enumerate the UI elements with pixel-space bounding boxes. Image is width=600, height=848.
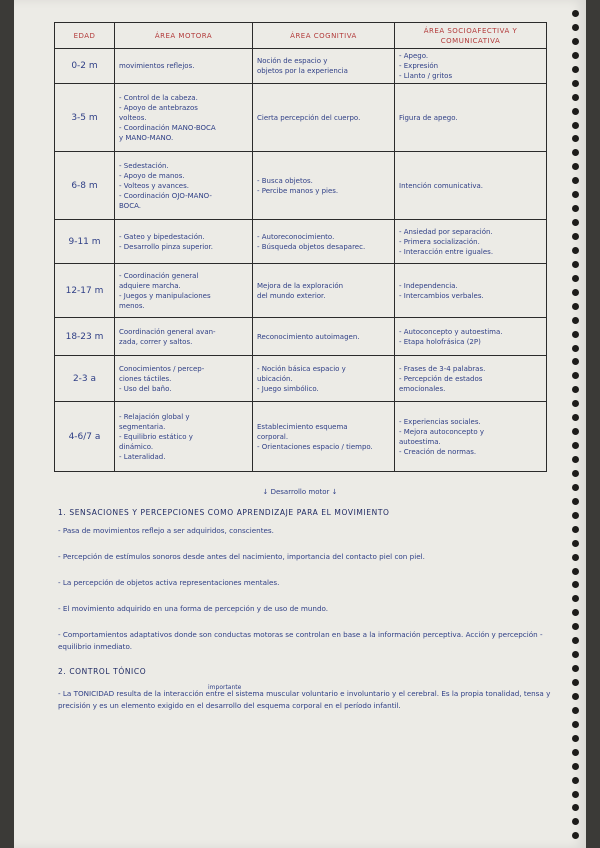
age-cell: 6-8 m xyxy=(55,152,115,220)
social-line: - Mejora autoconcepto y xyxy=(399,427,485,436)
motor-cell xyxy=(115,49,253,84)
cognitive-cell xyxy=(253,220,395,264)
motor-line: - Control de la cabeza. xyxy=(119,93,198,102)
binding-ring xyxy=(572,623,579,630)
binding-ring xyxy=(572,554,579,561)
binding-ring xyxy=(572,38,579,45)
cognitive-cell xyxy=(253,152,395,220)
table-row xyxy=(55,220,547,264)
cognitive-line: - Noción básica espacio y xyxy=(257,364,346,373)
development-table xyxy=(54,22,547,472)
header-cognitive: ÁREA COGNITIVA xyxy=(253,23,395,49)
motor-cell xyxy=(115,152,253,220)
cognitive-line: Establecimiento esquema xyxy=(257,422,348,431)
social-line: - Percepción de estados xyxy=(399,374,483,383)
binding-ring xyxy=(572,526,579,533)
age-cell: 4-6/7 a xyxy=(55,402,115,472)
binding-ring xyxy=(572,679,579,686)
section-1-items xyxy=(58,525,558,653)
binding-ring xyxy=(572,414,579,421)
binding-ring xyxy=(572,442,579,449)
social-line: emocionales. xyxy=(399,384,446,393)
motor-line: dinámico. xyxy=(119,442,154,451)
binding-ring xyxy=(572,233,579,240)
spiral-binding xyxy=(572,10,580,840)
binding-ring xyxy=(572,108,579,115)
motor-line: - Equilibrio estático y xyxy=(119,432,193,441)
motor-line: ciones táctiles. xyxy=(119,374,172,383)
motor-development-label: ↓ Desarrollo motor ↓ xyxy=(262,488,338,496)
age-cell: 3-5 m xyxy=(55,84,115,152)
binding-ring xyxy=(572,568,579,575)
social-cell xyxy=(395,356,547,402)
note-item: - Percepción de estímulos sonoros desde antes del nacimiento, importancia del contacto piel con piel. xyxy=(58,552,425,561)
motor-line: - Apoyo de manos. xyxy=(119,171,185,180)
binding-ring xyxy=(572,191,579,198)
social-line: - Apego. xyxy=(399,52,429,60)
binding-ring xyxy=(572,122,579,129)
motor-line: segmentaria. xyxy=(119,422,166,431)
binding-ring xyxy=(572,345,579,352)
binding-ring xyxy=(572,484,579,491)
cognitive-line: - Percibe manos y pies. xyxy=(257,186,339,195)
motor-line: - Sedestación. xyxy=(119,161,169,170)
social-line: - Interacción entre iguales. xyxy=(399,247,494,256)
binding-ring xyxy=(572,595,579,602)
cognitive-line: - Busca objetos. xyxy=(257,176,313,185)
header-age: EDAD xyxy=(55,23,115,49)
motor-cell xyxy=(115,264,253,318)
table-row xyxy=(55,318,547,356)
binding-ring xyxy=(572,358,579,365)
binding-ring xyxy=(572,205,579,212)
motor-cell xyxy=(115,402,253,472)
social-line: - Autoconcepto y autoestima. xyxy=(399,327,503,336)
social-line: - Primera socialización. xyxy=(399,237,480,246)
cognitive-line: ubicación. xyxy=(257,374,293,383)
cognitive-line: Reconocimiento autoimagen. xyxy=(257,332,360,341)
table-body xyxy=(55,49,547,472)
social-line: - Etapa holofrásica (2P) xyxy=(399,337,481,346)
social-line: Intención comunicativa. xyxy=(399,181,483,190)
motor-line: - Relajación global y xyxy=(119,412,190,421)
motor-line: - Coordinación general xyxy=(119,271,199,280)
note-item: - Comportamientos adaptativos donde son conductas motoras se controlan en base a la información perceptiva. Acción y percepción - equilibrio inmediato. xyxy=(58,630,543,651)
motor-cell xyxy=(115,84,253,152)
age-cell: 0-2 m xyxy=(55,49,115,84)
binding-ring xyxy=(572,94,579,101)
age-cell: 12-17 m xyxy=(55,264,115,318)
section-1-title: 1. SENSACIONES Y PERCEPCIONES COMO APRENDIZAJE PARA EL MOVIMIENTO xyxy=(58,508,390,517)
cognitive-line: Cierta percepción del cuerpo. xyxy=(257,113,361,122)
note-item: - La percepción de objetos activa representaciones mentales. xyxy=(58,578,280,587)
table-row xyxy=(55,152,547,220)
section-2-title: 2. CONTROL TÓNICO xyxy=(58,667,147,676)
motor-cell xyxy=(115,318,253,356)
motor-line: Conocimientos / percep- xyxy=(119,364,205,373)
binding-ring xyxy=(572,261,579,268)
cognitive-line: objetos por la experiencia xyxy=(257,67,348,75)
table-row xyxy=(55,356,547,402)
table-row xyxy=(55,402,547,472)
cognitive-cell xyxy=(253,356,395,402)
binding-ring xyxy=(572,289,579,296)
social-cell xyxy=(395,264,547,318)
motor-cell xyxy=(115,220,253,264)
binding-ring xyxy=(572,637,579,644)
motor-line: - Desarrollo pinza superior. xyxy=(119,242,213,251)
cognitive-line: - Orientaciones espacio / tiempo. xyxy=(257,442,373,451)
motor-line: - Uso del baño. xyxy=(119,384,172,393)
binding-ring xyxy=(572,177,579,184)
motor-line: BOCA. xyxy=(119,201,141,210)
motor-line: - Juegos y manipulaciones xyxy=(119,291,211,300)
social-cell xyxy=(395,49,547,84)
cognitive-line: - Juego simbólico. xyxy=(257,384,319,393)
table-row xyxy=(55,84,547,152)
binding-ring xyxy=(572,540,579,547)
binding-ring xyxy=(572,818,579,825)
binding-ring xyxy=(572,777,579,784)
social-line: Figura de apego. xyxy=(399,113,458,122)
binding-ring xyxy=(572,456,579,463)
social-line: - Frases de 3-4 palabras. xyxy=(399,364,486,373)
age-cell: 2-3 a xyxy=(55,356,115,402)
cognitive-cell xyxy=(253,318,395,356)
motor-line: menos. xyxy=(119,301,145,310)
binding-ring xyxy=(572,10,579,17)
binding-ring xyxy=(572,498,579,505)
cognitive-line: Mejora de la exploración xyxy=(257,281,344,290)
social-line: - Intercambios verbales. xyxy=(399,291,484,300)
notes-section xyxy=(58,508,558,726)
binding-ring xyxy=(572,665,579,672)
binding-ring xyxy=(572,219,579,226)
binding-ring xyxy=(572,372,579,379)
binding-ring xyxy=(572,24,579,31)
social-line: - Experiencias sociales. xyxy=(399,417,481,426)
motor-line: movimientos reflejos. xyxy=(119,62,195,70)
motor-line: Coordinación general avan- xyxy=(119,327,216,336)
binding-ring xyxy=(572,303,579,310)
cognitive-line: - Autoreconocimiento. xyxy=(257,232,335,241)
binding-ring xyxy=(572,247,579,254)
binding-ring xyxy=(572,707,579,714)
motor-cell xyxy=(115,356,253,402)
motor-line: - Coordinación OJO-MANO- xyxy=(119,191,212,200)
motor-line: - Lateralidad. xyxy=(119,452,166,461)
social-cell xyxy=(395,402,547,472)
binding-ring xyxy=(572,470,579,477)
motor-line: - Volteos y avances. xyxy=(119,181,189,190)
binding-ring xyxy=(572,651,579,658)
binding-ring xyxy=(572,791,579,798)
binding-ring xyxy=(572,275,579,282)
social-line: - Llanto / gritos xyxy=(399,72,453,80)
binding-ring xyxy=(572,721,579,728)
social-cell xyxy=(395,84,547,152)
social-line: - Ansiedad por separación. xyxy=(399,227,493,236)
social-line: - Expresión xyxy=(399,62,439,70)
age-cell: 18-23 m xyxy=(55,318,115,356)
binding-ring xyxy=(572,163,579,170)
motor-line: zada, correr y saltos. xyxy=(119,337,193,346)
binding-ring xyxy=(572,52,579,59)
binding-ring xyxy=(572,763,579,770)
motor-line: adquiere marcha. xyxy=(119,281,181,290)
binding-ring xyxy=(572,749,579,756)
table-row xyxy=(55,49,547,84)
binding-ring xyxy=(572,735,579,742)
binding-ring xyxy=(572,581,579,588)
motor-line: - Apoyo de antebrazos xyxy=(119,103,198,112)
notebook-page xyxy=(14,0,586,848)
binding-ring xyxy=(572,66,579,73)
binding-ring xyxy=(572,609,579,616)
binding-ring xyxy=(572,135,579,142)
binding-ring xyxy=(572,149,579,156)
binding-ring xyxy=(572,832,579,839)
cognitive-line: - Búsqueda objetos desaparec. xyxy=(257,242,366,251)
binding-ring xyxy=(572,804,579,811)
motor-line: volteos. xyxy=(119,113,147,122)
social-line: autoestima. xyxy=(399,437,441,446)
header-motor: ÁREA MOTORA xyxy=(115,23,253,49)
motor-line: y MANO-MANO. xyxy=(119,133,174,142)
social-cell xyxy=(395,152,547,220)
motor-line: - Coordinación MANO-BOCA xyxy=(119,123,216,132)
note-item: - El movimiento adquirido en una forma de percepción y de uso de mundo. xyxy=(58,604,329,613)
social-line: - Independencia. xyxy=(399,281,458,290)
table-header-row xyxy=(55,23,547,49)
inserted-word: importante xyxy=(208,684,242,691)
social-cell xyxy=(395,318,547,356)
binding-ring xyxy=(572,317,579,324)
note-item: - Pasa de movimientos reflejo a ser adquiridos, conscientes. xyxy=(58,526,274,535)
binding-ring xyxy=(572,512,579,519)
binding-ring xyxy=(572,428,579,435)
binding-ring xyxy=(572,80,579,87)
cognitive-cell xyxy=(253,264,395,318)
cognitive-cell xyxy=(253,402,395,472)
binding-ring xyxy=(572,693,579,700)
age-cell: 9-11 m xyxy=(55,220,115,264)
cognitive-cell xyxy=(253,49,395,84)
binding-ring xyxy=(572,386,579,393)
note-item: - La TONICIDAD resulta de la interacción entre el sistema muscular voluntario e involuntario y el cerebral. Es la propia tonalidad, tensa y precisión y es un elemento exigido en el desarrollo del esquema corporal en el período infantil. xyxy=(58,689,551,710)
cognitive-line: del mundo exterior. xyxy=(257,291,326,300)
motor-line: - Gateo y bipedestación. xyxy=(119,232,205,241)
binding-ring xyxy=(572,400,579,407)
binding-ring xyxy=(572,331,579,338)
cognitive-line: Noción de espacio y xyxy=(257,57,328,65)
header-social: ÁREA SOCIOAFECTIVA Y COMUNICATIVA xyxy=(395,23,547,49)
table-row xyxy=(55,264,547,318)
cognitive-line: corporal. xyxy=(257,432,289,441)
social-line: - Creación de normas. xyxy=(399,447,477,456)
cognitive-cell xyxy=(253,84,395,152)
social-cell xyxy=(395,220,547,264)
